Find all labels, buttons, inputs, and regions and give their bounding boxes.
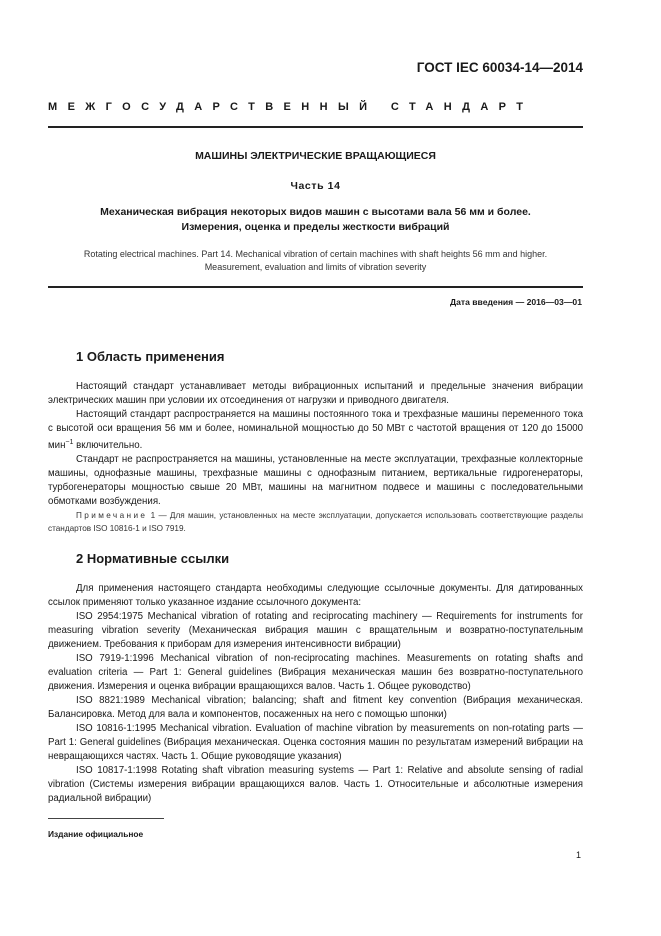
reference-item: ISO 2954:1975 Mechanical vibration of rotating and reciprocating machinery — Requirements for instruments for measuring vibration severity (Механическая вибрация машин с вращательным и возвратно-поступательным движением. Требования к приборам для измерения интенсивности вибрации) xyxy=(48,611,583,650)
scope-paragraph-3: Стандарт не распространяется на машины, установленные на месте эксплуатации, трехфазные коллекторные машины, однофазные машины, трехфазные машины с однофазным питанием, вертикальные гидрогенераторы, турбогенераторы мощностью свыше 20 МВт, машины на магнитном подвесе и машины с последовательными обмотками возбуждения. xyxy=(48,454,583,508)
footer-rule xyxy=(48,818,164,819)
note-label: Примечание xyxy=(76,511,148,520)
official-edition-label: Издание официальное xyxy=(48,829,144,839)
reference-item: ISO 8821:1989 Mechanical vibration; balancing; shaft and fitment key convention (Вибрация механическая. Балансировка. Метод для вала и компонентов, посаженных на него с помощью шпонки) xyxy=(48,695,583,720)
document-title: МАШИНЫ ЭЛЕКТРИЧЕСКИЕ ВРАЩАЮЩИЕСЯ xyxy=(195,150,436,162)
title-rule xyxy=(48,286,583,288)
header-rule xyxy=(48,126,583,128)
page-number: 1 xyxy=(576,850,582,860)
section-1-heading: 1 Область применения xyxy=(76,349,225,364)
section-1-body xyxy=(48,380,583,509)
section-2-body xyxy=(48,582,583,806)
english-title-line-2: Measurement, evaluation and limits of vibration severity xyxy=(204,262,427,272)
reference-item: ISO 10817-1:1998 Rotating shaft vibration measuring systems — Part 1: Relative and absolute sensing of radial vibration (Системы измерения вибрации вращающихся валов. Часть 1. Относительные и абсолютные измерения радиальной вибрации) xyxy=(48,765,583,804)
note-1 xyxy=(48,509,583,535)
english-title xyxy=(48,248,583,274)
scope-paragraph-2: Настоящий стандарт распространяется на машины постоянного тока и трехфазные машины переменного тока с высотой оси вращения 56 мм и более, номинальной мощностью до 50 МВт с частотой вращения от 120 до 15000 мин$^{-1}$ включительно. xyxy=(48,409,583,452)
subtitle-line-1: Механическая вибрация некоторых видов машин с высотами вала 56 мм и более. xyxy=(100,206,531,218)
note-text: 1 — Для машин, установленных на месте эксплуатации, допускается использовать соответствующие разделы стандартов ISO 10816-1 и ISO 7919. xyxy=(48,511,583,533)
section-2-heading: 2 Нормативные ссылки xyxy=(76,551,230,566)
references-intro: Для применения настоящего стандарта необходимы следующие ссылочные документы. Для датированных ссылок применяют только указанное издание ссылочного документа: xyxy=(48,583,583,608)
document-subtitle xyxy=(48,205,583,235)
standard-number: ГОСТ IEC 60034-14—2014 xyxy=(416,60,583,75)
scope-paragraph-1: Настоящий стандарт устанавливает методы вибрационных испытаний и предельные значения вибрации электрических машин при условии их отсоединения от нагрузки и приводного двигателя. xyxy=(48,381,583,406)
english-title-line-1: Rotating electrical machines. Part 14. Mechanical vibration of certain machines with shaft heights 56 mm and higher. xyxy=(83,249,548,259)
interstate-standard-banner: МЕЖГОСУДАРСТВЕННЫЙ СТАНДАРТ xyxy=(48,101,534,113)
reference-item: ISO 10816-1:1995 Mechanical vibration. Evaluation of machine vibration by measurements on non-rotating parts — Part 1: General guidelines (Вибрация механическая. Оценка состояния машин по результатам измерений вибрации на невращающихся частях. Часть 1. Общие руководящие указания) xyxy=(48,723,583,762)
subtitle-line-2: Измерения, оценка и пределы жесткости вибраций xyxy=(181,221,450,233)
reference-item: ISO 7919-1:1996 Mechanical vibration of non-reciprocating machines. Measurements on rotating shafts and evaluation criteria — Part 1: General guidelines (Вибрация механическая машин без возвратно-поступательного движения. Измерения и оценка вибрации вращающихся валов. Часть 1. Общее руководство) xyxy=(48,653,583,692)
introduction-date: Дата введения — 2016—03—01 xyxy=(449,297,582,307)
part-number: Часть 14 xyxy=(290,180,341,192)
